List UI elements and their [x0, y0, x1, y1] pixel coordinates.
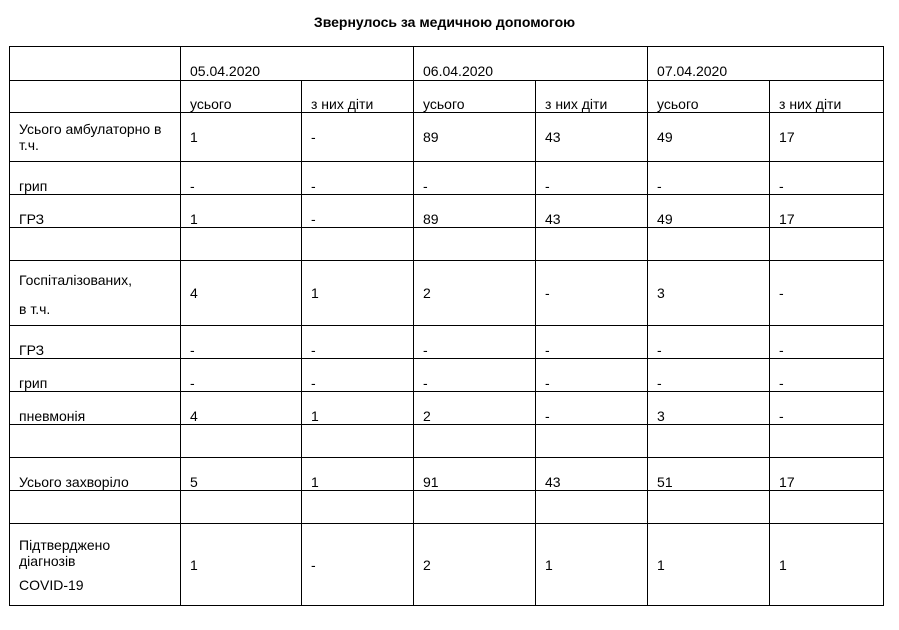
table-row [10, 392, 884, 425]
cell [414, 491, 536, 524]
cell: 2 [414, 261, 536, 326]
subheader-total: усього [648, 81, 770, 113]
medical-stats-table [9, 46, 884, 606]
cell: 1 [648, 524, 770, 606]
cell: 17 [770, 195, 884, 228]
corner-cell [10, 47, 181, 81]
row-label-line: Госпіталізованих, [19, 271, 132, 288]
cell [770, 425, 884, 458]
cell: 1 [181, 113, 302, 162]
row-label: Усього захворіло [10, 458, 181, 491]
cell: - [536, 392, 648, 425]
row-label: Усього амбулаторно в т.ч. [10, 113, 181, 162]
row-label-line: в т.ч. [19, 300, 51, 317]
row-label: грип [10, 162, 181, 195]
cell: 43 [536, 113, 648, 162]
cell: 51 [648, 458, 770, 491]
cell [302, 425, 414, 458]
cell: 49 [648, 195, 770, 228]
cell [10, 425, 181, 458]
cell [770, 491, 884, 524]
cell [648, 228, 770, 261]
cell: 17 [770, 113, 884, 162]
cell: - [181, 162, 302, 195]
empty-row [10, 491, 884, 524]
cell: - [181, 326, 302, 359]
cell: - [536, 326, 648, 359]
cell: - [770, 359, 884, 392]
cell [770, 228, 884, 261]
cell: 1 [181, 524, 302, 606]
cell: 1 [302, 261, 414, 326]
cell [414, 425, 536, 458]
cell: 1 [770, 524, 884, 606]
cell [536, 491, 648, 524]
cell: - [770, 326, 884, 359]
subheader-children: з них діти [770, 81, 884, 113]
cell [181, 491, 302, 524]
cell: - [770, 162, 884, 195]
cell [536, 228, 648, 261]
cell [648, 491, 770, 524]
row-label-line: COVID-19 [19, 576, 84, 593]
cell [10, 228, 181, 261]
date-header: 07.04.2020 [648, 47, 884, 81]
cell [414, 228, 536, 261]
row-label: ГРЗ [10, 326, 181, 359]
subheader-children: з них діти [536, 81, 648, 113]
row-label-line: діагнозів [19, 552, 76, 569]
cell: - [536, 162, 648, 195]
cell [648, 425, 770, 458]
cell: - [536, 359, 648, 392]
table-row [10, 458, 884, 491]
row-label: грип [10, 359, 181, 392]
subheader-total: усього [414, 81, 536, 113]
cell: - [414, 359, 536, 392]
subheader-children: з них діти [302, 81, 414, 113]
table-row [10, 326, 884, 359]
cell: 91 [414, 458, 536, 491]
table-row [10, 524, 884, 606]
cell: 2 [414, 524, 536, 606]
row-label [10, 261, 181, 326]
cell: 3 [648, 392, 770, 425]
cell: - [648, 326, 770, 359]
cell: - [302, 113, 414, 162]
row-label-line: Підтверджено [19, 536, 111, 553]
cell [10, 491, 181, 524]
cell: 89 [414, 113, 536, 162]
empty-row [10, 425, 884, 458]
subheader-total: усього [181, 81, 302, 113]
cell: - [770, 261, 884, 326]
cell: 2 [414, 392, 536, 425]
cell: 17 [770, 458, 884, 491]
cell: 1 [302, 392, 414, 425]
cell: - [770, 392, 884, 425]
cell: 43 [536, 195, 648, 228]
cell [181, 228, 302, 261]
cell: - [648, 359, 770, 392]
cell: 89 [414, 195, 536, 228]
cell: 49 [648, 113, 770, 162]
cell: - [302, 326, 414, 359]
cell: 4 [181, 392, 302, 425]
table-row [10, 261, 884, 326]
cell: 5 [181, 458, 302, 491]
cell: 4 [181, 261, 302, 326]
cell [181, 425, 302, 458]
cell: - [302, 524, 414, 606]
row-label: ГРЗ [10, 195, 181, 228]
subheader-row [10, 81, 884, 113]
cell: - [414, 326, 536, 359]
table-row [10, 195, 884, 228]
cell [536, 425, 648, 458]
row-label [10, 524, 181, 606]
cell: - [302, 195, 414, 228]
row-label: пневмонія [10, 392, 181, 425]
cell: - [648, 162, 770, 195]
date-header: 05.04.2020 [181, 47, 414, 81]
cell [302, 228, 414, 261]
cell: - [414, 162, 536, 195]
table-row [10, 359, 884, 392]
cell: 3 [648, 261, 770, 326]
cell: - [302, 162, 414, 195]
table-row [10, 113, 884, 162]
cell: 43 [536, 458, 648, 491]
cell: 1 [536, 524, 648, 606]
table-title: Звернулось за медичною допомогою [313, 14, 576, 30]
table-row [10, 162, 884, 195]
date-header: 06.04.2020 [414, 47, 648, 81]
cell [302, 491, 414, 524]
date-header-row [10, 47, 884, 81]
cell: - [181, 359, 302, 392]
cell: 1 [181, 195, 302, 228]
cell: 1 [302, 458, 414, 491]
cell: - [536, 261, 648, 326]
corner-cell [10, 81, 181, 113]
cell: - [302, 359, 414, 392]
empty-row [10, 228, 884, 261]
